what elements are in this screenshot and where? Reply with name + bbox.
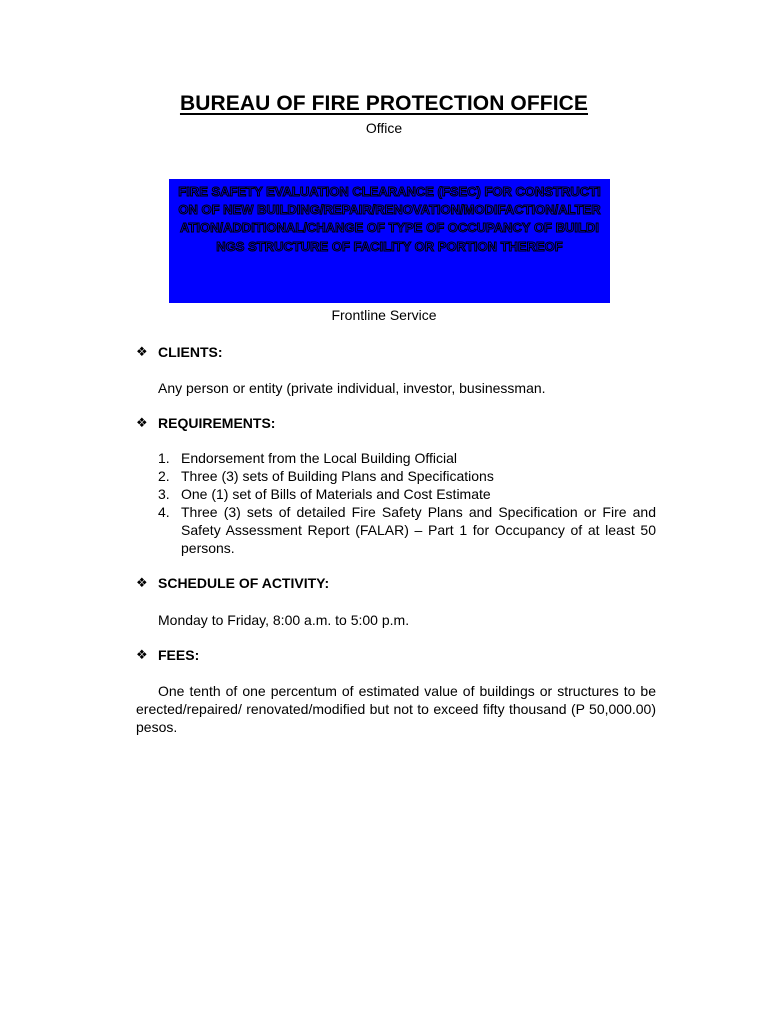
service-type-label: Frontline Service — [331, 307, 437, 323]
clients-text: Any person or entity (private individual, investor, businessman. — [158, 380, 546, 396]
list-item-text: Endorsement from the Local Building Official — [181, 450, 457, 466]
section-heading-fees — [136, 647, 199, 663]
list-item-number: 1. — [158, 450, 170, 466]
list-item-number: 4. — [158, 504, 170, 520]
fees-heading-text: FEES: — [158, 647, 200, 663]
list-item — [158, 485, 656, 503]
schedule-text: Monday to Friday, 8:00 a.m. to 5:00 p.m. — [158, 612, 410, 628]
section-heading-clients — [136, 344, 223, 360]
list-item-number: 2. — [158, 468, 170, 484]
list-item-text: Three (3) sets of Building Plans and Specifications — [181, 468, 494, 484]
clients-heading-text: CLIENTS: — [158, 344, 223, 360]
schedule-heading-text: SCHEDULE OF ACTIVITY: — [158, 575, 330, 591]
list-item-text: One (1) set of Bills of Materials and Cost Estimate — [181, 486, 491, 502]
diamond-bullet-icon: ❖ — [136, 575, 148, 590]
list-item — [158, 503, 656, 557]
page-title: BUREAU OF FIRE PROTECTION OFFICE — [179, 92, 589, 115]
list-item-number: 3. — [158, 486, 170, 502]
requirements-list — [158, 449, 656, 557]
service-banner — [169, 179, 610, 303]
list-item — [158, 449, 656, 467]
page-subtitle: Office — [365, 120, 403, 136]
diamond-bullet-icon: ❖ — [136, 647, 148, 662]
diamond-bullet-icon: ❖ — [136, 344, 148, 359]
fees-text: One tenth of one percentum of estimated value of buildings or structures to be erected/repaired/ renovated/modified but not to exceed fifty thousand (P 50,000.00) pesos. — [136, 683, 656, 735]
requirements-heading-text: REQUIREMENTS: — [158, 415, 276, 431]
list-item-text: Three (3) sets of detailed Fire Safety Plans and Specification or Fire and Safety Assessment Report (FALAR) – Part 1 for Occupancy of at least 50 persons. — [181, 504, 656, 556]
section-heading-requirements — [136, 415, 275, 431]
section-heading-schedule — [136, 575, 329, 591]
diamond-bullet-icon: ❖ — [136, 415, 148, 430]
banner-text: FIRE SAFETY EVALUATION CLEARANCE (FSEC) FOR CONSTRUCTION OF NEW BUILDING/REPAIR/RENOVATION/MODIFACTION/ALTERATION/ADDITIONAL/CHANGE OF TYPE OF OCCUPANCY OF BUILDINGS STRUCTURE OF FACILITY OR PORTION THEREOF — [178, 184, 601, 254]
list-item — [158, 467, 656, 485]
